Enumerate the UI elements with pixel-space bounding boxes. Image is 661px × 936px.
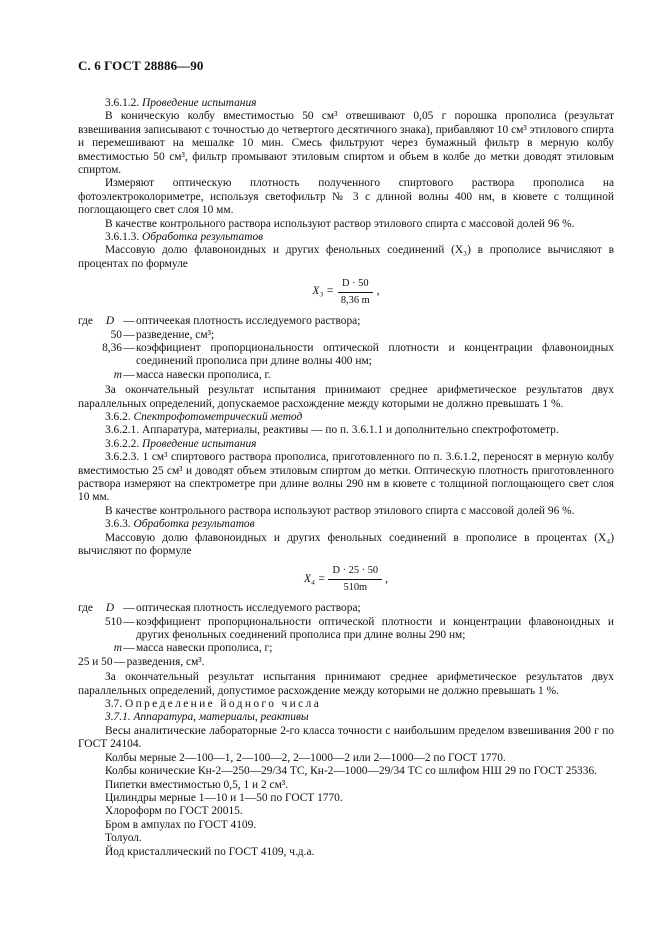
section-3-6-3 xyxy=(78,518,614,531)
definition-symbol: m xyxy=(113,368,122,381)
paragraph: 3.6.2.3. 1 см³ спиртового раствора прополиса, приготовленного по п. 3.6.1.2, переносят в мерную колбу вместимостью 25 см³ и доводят объем этиловым спиртом до метки. Оптическую плотность приготовленного раствора измеряют на спектрометре при длине волны 290 нм в кювете с толщиной поглощающего свет слоя 10 мм. xyxy=(78,451,614,504)
page-header: С. 6 ГОСТ 28886—90 xyxy=(78,58,204,73)
section-number: 3.6.2.2. xyxy=(105,437,140,450)
definition-symbol: 510 xyxy=(104,615,122,628)
list-item: Толуол. xyxy=(105,832,142,845)
section-number: 3.6.1.3. xyxy=(105,231,140,244)
definition-dash: — xyxy=(123,328,135,341)
formula-lhs: X₃ = xyxy=(312,285,334,298)
definition-text: коэффициент пропорциональности оптической плотности и концентрации флавоноидных и других фенольных соединений прополиса при длине волны 290 нм; xyxy=(136,615,614,642)
section-title: Обработка результатов xyxy=(133,518,255,531)
definition-lead: где xyxy=(78,602,93,615)
definition-dash: — xyxy=(123,341,135,354)
definition-text: масса навески прополиса, г; xyxy=(136,642,273,655)
list-item: Йод кристаллический по ГОСТ 4109, ч.д.а. xyxy=(105,845,315,858)
list-item: Цилиндры мерные 1—10 и 1—50 по ГОСТ 1770. xyxy=(105,791,343,804)
section-title: Проведение испытания xyxy=(142,437,257,450)
paragraph: За окончательный результат испытания принимают среднее арифметическое результатов двух параллельных определений, допускаемое расхождение между которыми не должно превышать 1 %. xyxy=(78,384,614,410)
formula-denominator: 8,36 m xyxy=(340,294,370,306)
definition-dash: — xyxy=(123,368,135,381)
definition-dash: — xyxy=(123,602,135,615)
paragraph: Массовую долю флавоноидных и других фенольных соединений (X₃) в прополисе вычисляют в процентах по формуле xyxy=(78,244,614,270)
definition-text: оптичеекая плотность исследуемого раствора; xyxy=(136,315,361,328)
formula-x4-definitions xyxy=(78,602,614,669)
formula-numerator: D · 25 · 50 xyxy=(328,564,382,579)
definition-row xyxy=(78,369,614,382)
formula-lhs: X₄ = xyxy=(304,572,326,585)
definition-row xyxy=(78,616,614,643)
definition-text: разведение, см³; xyxy=(136,328,215,341)
list-item: Колбы мерные 2—100—1, 2—100—2, 2—1000—2 или 2—1000—2 по ГОСТ 1770. xyxy=(105,751,506,764)
definition-row xyxy=(78,602,614,615)
paragraph: За окончательный результат испытания принимают среднее арифметическое результатов двух параллельных определений, допустимое расхождение между которыми не должно превышать 1 %. xyxy=(78,671,614,697)
section-title: Спектрофотометрический метод xyxy=(133,410,303,423)
definition-dash: — xyxy=(123,615,135,628)
section-3-6-1-3 xyxy=(78,231,614,244)
formula-denominator: 510m xyxy=(343,581,368,593)
paragraph: 3.6.2.1. Аппаратура, материалы, реактивы — по п. 3.6.1.1 и дополнительно спектрофотометр. xyxy=(105,424,559,437)
list-item: Хлороформ по ГОСТ 20015. xyxy=(105,805,243,818)
section-3-6-1-2 xyxy=(78,97,614,110)
formula-tail: , xyxy=(376,285,380,298)
definition-text: оптическая плотность исследуемого раствора; xyxy=(136,602,361,615)
definition-row xyxy=(78,315,614,328)
paragraph: В качестве контрольного раствора используют раствор этилового спирта с массовой долей 96 %. xyxy=(105,217,575,230)
formula-x3 xyxy=(78,277,614,307)
list-item: Пипетки вместимостью 0,5, 1 и 2 см³. xyxy=(105,778,289,791)
definition-symbol: D xyxy=(105,602,115,615)
section-number: 3.6.3. xyxy=(105,518,131,531)
paragraph: Массовую долю флавоноидных и других фенольных соединений в прополисе в процентах (X₄) вычисляют по формуле xyxy=(78,531,614,557)
definition-symbol: m xyxy=(113,642,122,655)
section-3-7 xyxy=(78,698,614,711)
section-3-6-2-2 xyxy=(78,438,614,451)
section-title: Проведение испытания xyxy=(142,97,257,109)
definition-dash: — xyxy=(123,642,135,655)
list-item: Колбы конические Кн-2—250—29/34 ТС, Кн-2—1000—29/34 ТС со шлифом НШ 29 по ГОСТ 25336. xyxy=(105,765,597,778)
section-3-7-1: 3.7.1. Аппаратура, материалы, реактивы xyxy=(105,711,309,724)
paragraph: В коническую колбу вместимостью 50 см³ отвешивают 0,05 г порошка прополиса (результат взвешивания записывают с точностью до четвертого десятичного знака), прибавляют 10 см³ этилового спирта и перемешивают на мешалке 10 мин. Смесь фильтруют через бумажный фильтр в мерную колбу вместимостью 50 см³, фильтр промывают этиловым спиртом и объем в колбе до метки доводят этиловым спиртом. xyxy=(78,110,614,177)
formula-numerator: D · 50 xyxy=(338,277,373,292)
definition-symbol: D xyxy=(105,315,115,328)
section-number: 3.6.1.2. xyxy=(105,97,140,109)
definition-symbol: 8,36 xyxy=(102,341,122,354)
definition-row xyxy=(78,342,614,369)
document-body xyxy=(78,97,614,859)
list-item: Бром в ампулах по ГОСТ 4109. xyxy=(105,818,257,831)
definition-text: коэффициент пропорциональности оптической плотности и концентрации флавоноидных соединений прополиса при длине волны 400 нм; xyxy=(136,341,614,368)
formula-fraction xyxy=(337,277,374,307)
section-number: 3.6.2. xyxy=(105,410,131,423)
definition-lead: где xyxy=(78,315,93,328)
section-3-6-2 xyxy=(78,411,614,424)
section-number: 3.7. xyxy=(105,698,123,711)
formula-fraction xyxy=(328,564,382,594)
formula-x4 xyxy=(78,564,614,594)
definition-text: масса навески прополиса, г. xyxy=(136,368,271,381)
definition-row xyxy=(78,329,614,342)
list-item: Весы аналитические лабораторные 2-го класса точности с наибольшим пределом взвешивания 200 г по ГОСТ 24104. xyxy=(78,724,614,751)
formula-x3-definitions xyxy=(78,315,614,382)
definition-dash: — xyxy=(113,655,126,668)
section-title: Обработка результатов xyxy=(142,231,264,244)
definition-row xyxy=(78,656,614,669)
paragraph: В качестве контрольного раствора используют раствор этилового спирта с массовой долей 96 %. xyxy=(105,504,575,517)
definition-symbol: 25 и 50 xyxy=(78,655,113,668)
definition-dash: — xyxy=(123,315,135,328)
definition-row xyxy=(78,642,614,655)
formula-tail: , xyxy=(385,572,388,585)
paragraph: Измеряют оптическую плотность полученного спиртового раствора прополиса на фотоэлектроколориметре, используя светофильтр № 3 с длиной волны 400 нм, в кювете с толщиной поглощающего свет слоя 10 мм. xyxy=(78,177,614,217)
definition-symbol: 50 xyxy=(110,328,122,341)
section-title: Определение йодного числа xyxy=(124,698,322,711)
definition-text: разведения, см³. xyxy=(126,655,205,668)
